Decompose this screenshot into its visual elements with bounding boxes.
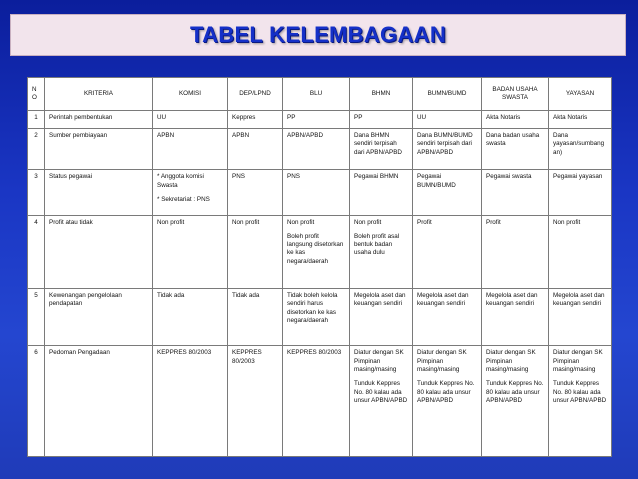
cell-swasta	[482, 289, 549, 346]
cell-text: Non profit	[354, 218, 382, 226]
cell-text: APBN	[157, 132, 175, 140]
cell-text: Megelola aset dan keuangan sendiri	[486, 292, 538, 308]
cell-text: Akta Notaris	[486, 114, 521, 121]
table-row	[28, 129, 612, 170]
row-number: 1	[28, 111, 45, 129]
cell-text: Pegawai swasta	[486, 173, 532, 181]
cell-text: UU	[157, 114, 167, 121]
criteria-cell: Kewenangan pengelolaan pendapatan	[45, 289, 153, 346]
cell-bhmn	[350, 170, 413, 215]
cell-bumn	[413, 170, 482, 215]
row-number: 4	[28, 215, 45, 288]
cell-text: Pegawai BUMN/BUMD	[417, 173, 456, 189]
row-number: 5	[28, 289, 45, 346]
cell-komisi	[153, 289, 228, 346]
cell-text: Megelola aset dan keuangan sendiri	[417, 292, 469, 308]
cell-text: KEPPRES 80/2003	[287, 349, 342, 357]
cell-bumn	[413, 111, 482, 129]
cell-blu	[283, 170, 350, 215]
cell-yayasan	[549, 129, 612, 170]
cell-text: Non profit	[287, 218, 315, 226]
cell-text: Pegawai BHMN	[354, 173, 399, 181]
cell-dep	[228, 170, 283, 215]
criteria-cell: Perintah pembentukan	[45, 111, 153, 129]
cell-text: Dana badan usaha swasta	[486, 132, 540, 148]
header-cell: BHMN	[350, 78, 413, 111]
cell-text: Boleh profit langsung disetorkan ke kas negara/daerah	[287, 232, 344, 265]
header-cell: YAYASAN	[549, 78, 612, 111]
cell-bhmn	[350, 111, 413, 129]
cell-yayasan	[549, 346, 612, 457]
slide-title: TABEL KELEMBAGAAN	[189, 22, 447, 47]
cell-text: Diatur dengan SK Pimpinan masing/masing	[553, 349, 603, 373]
header-cell: BLU	[283, 78, 350, 111]
title-banner	[10, 14, 626, 56]
cell-komisi	[153, 111, 228, 129]
header-cell: KOMISI	[153, 78, 228, 111]
header-cell: DEP/LPND	[228, 78, 283, 111]
cell-text: Tidak boleh kelola sendiri harus disetorkan ke kas negara/daerah	[287, 292, 338, 324]
cell-yayasan	[549, 215, 612, 288]
cell-text: Diatur dengan SK Pimpinan masing/masing	[486, 349, 536, 373]
cell-text: Tunduk Keppres No. 80 kalau ada unsur APBN/APBD	[553, 380, 607, 404]
table-row	[28, 170, 612, 215]
cell-bumn	[413, 215, 482, 288]
cell-yayasan	[549, 170, 612, 215]
cell-text: Diatur dengan SK Pimpinan masing/masing	[354, 349, 404, 373]
criteria-cell: Sumber pembiayaan	[45, 129, 153, 170]
cell-text: PNS	[287, 173, 300, 181]
cell-text: UU	[417, 114, 427, 121]
cell-dep	[228, 289, 283, 346]
cell-dep	[228, 215, 283, 288]
cell-blu	[283, 289, 350, 346]
cell-swasta	[482, 346, 549, 457]
cell-text: PNS	[232, 173, 245, 181]
cell-text: Dana BHMN sendiri terpisah dari APBN/APBD	[354, 132, 402, 156]
cell-text: Pegawai yayasan	[553, 173, 603, 181]
header-cell: BADAN USAHA SWASTA	[482, 78, 549, 111]
table-row	[28, 289, 612, 346]
cell-blu	[283, 129, 350, 170]
cell-bhmn	[350, 346, 413, 457]
cell-komisi	[153, 215, 228, 288]
cell-text: APBN	[232, 132, 250, 140]
cell-blu	[283, 215, 350, 288]
cell-text: Keppres	[232, 114, 256, 121]
cell-komisi	[153, 129, 228, 170]
criteria-cell: Pedoman Pengadaan	[45, 346, 153, 457]
cell-text: Tunduk Keppres No. 80 kalau ada unsur APBN/APBD	[354, 380, 408, 404]
cell-dep	[228, 111, 283, 129]
cell-text: PP	[354, 114, 363, 121]
cell-swasta	[482, 129, 549, 170]
cell-text: Tidak ada	[232, 292, 260, 299]
cell-text: APBN/APBD	[287, 132, 324, 140]
cell-text: Non profit	[157, 218, 185, 226]
table-row	[28, 111, 612, 129]
cell-text: Tidak ada	[157, 292, 185, 299]
criteria-cell: Status pegawai	[45, 170, 153, 215]
cell-text: Non profit	[553, 218, 581, 226]
cell-text: KEPPRES 80/2003	[232, 349, 262, 365]
cell-bumn	[413, 129, 482, 170]
cell-blu	[283, 346, 350, 457]
institution-table	[27, 77, 612, 457]
cell-text: * Anggota komisi Swasta	[157, 173, 204, 189]
cell-yayasan	[549, 289, 612, 346]
cell-yayasan	[549, 111, 612, 129]
cell-text: * Sekretariat : PNS	[157, 195, 210, 203]
row-number: 3	[28, 170, 45, 215]
cell-text: Tunduk Keppres No. 80 kalau ada unsur APBN/APBD	[417, 380, 475, 404]
cell-swasta	[482, 170, 549, 215]
cell-bumn	[413, 289, 482, 346]
cell-bhmn	[350, 215, 413, 288]
cell-text: Akta Notaris	[553, 114, 588, 121]
cell-text: Dana BUMN/BUMD sendiri terpisah dari APBN/APBD	[417, 132, 473, 156]
cell-text: Dana yayasan/sumbangan)	[553, 132, 605, 156]
header-row	[28, 78, 612, 111]
row-number: 6	[28, 346, 45, 457]
cell-blu	[283, 111, 350, 129]
cell-text: Megelola aset dan keuangan sendiri	[354, 292, 406, 308]
cell-swasta	[482, 111, 549, 129]
cell-dep	[228, 346, 283, 457]
header-cell: BUMN/BUMD	[413, 78, 482, 111]
cell-dep	[228, 129, 283, 170]
cell-text: Profit	[417, 218, 432, 226]
criteria-cell: Profit atau tidak	[45, 215, 153, 288]
header-cell: N O	[28, 78, 45, 111]
cell-bhmn	[350, 289, 413, 346]
table-row	[28, 346, 612, 457]
row-number: 2	[28, 129, 45, 170]
cell-text: PP	[287, 114, 296, 121]
cell-bhmn	[350, 129, 413, 170]
cell-text: Non profit	[232, 218, 260, 226]
cell-text: Profit	[486, 218, 501, 226]
cell-text: Diatur dengan SK Pimpinan masing/masing	[417, 349, 467, 373]
table-row	[28, 215, 612, 288]
cell-komisi	[153, 346, 228, 457]
cell-bumn	[413, 346, 482, 457]
cell-text: Tunduk Keppres No. 80 kalau ada unsur APBN/APBD	[486, 380, 544, 404]
cell-text: KEPPRES 80/2003	[157, 349, 212, 357]
cell-text: Boleh profit asal bentuk badan usaha dulu	[354, 232, 400, 257]
cell-text: Megelola aset dan keuangan sendiri	[553, 292, 605, 308]
cell-swasta	[482, 215, 549, 288]
cell-komisi	[153, 170, 228, 215]
header-cell: KRITERIA	[45, 78, 153, 111]
